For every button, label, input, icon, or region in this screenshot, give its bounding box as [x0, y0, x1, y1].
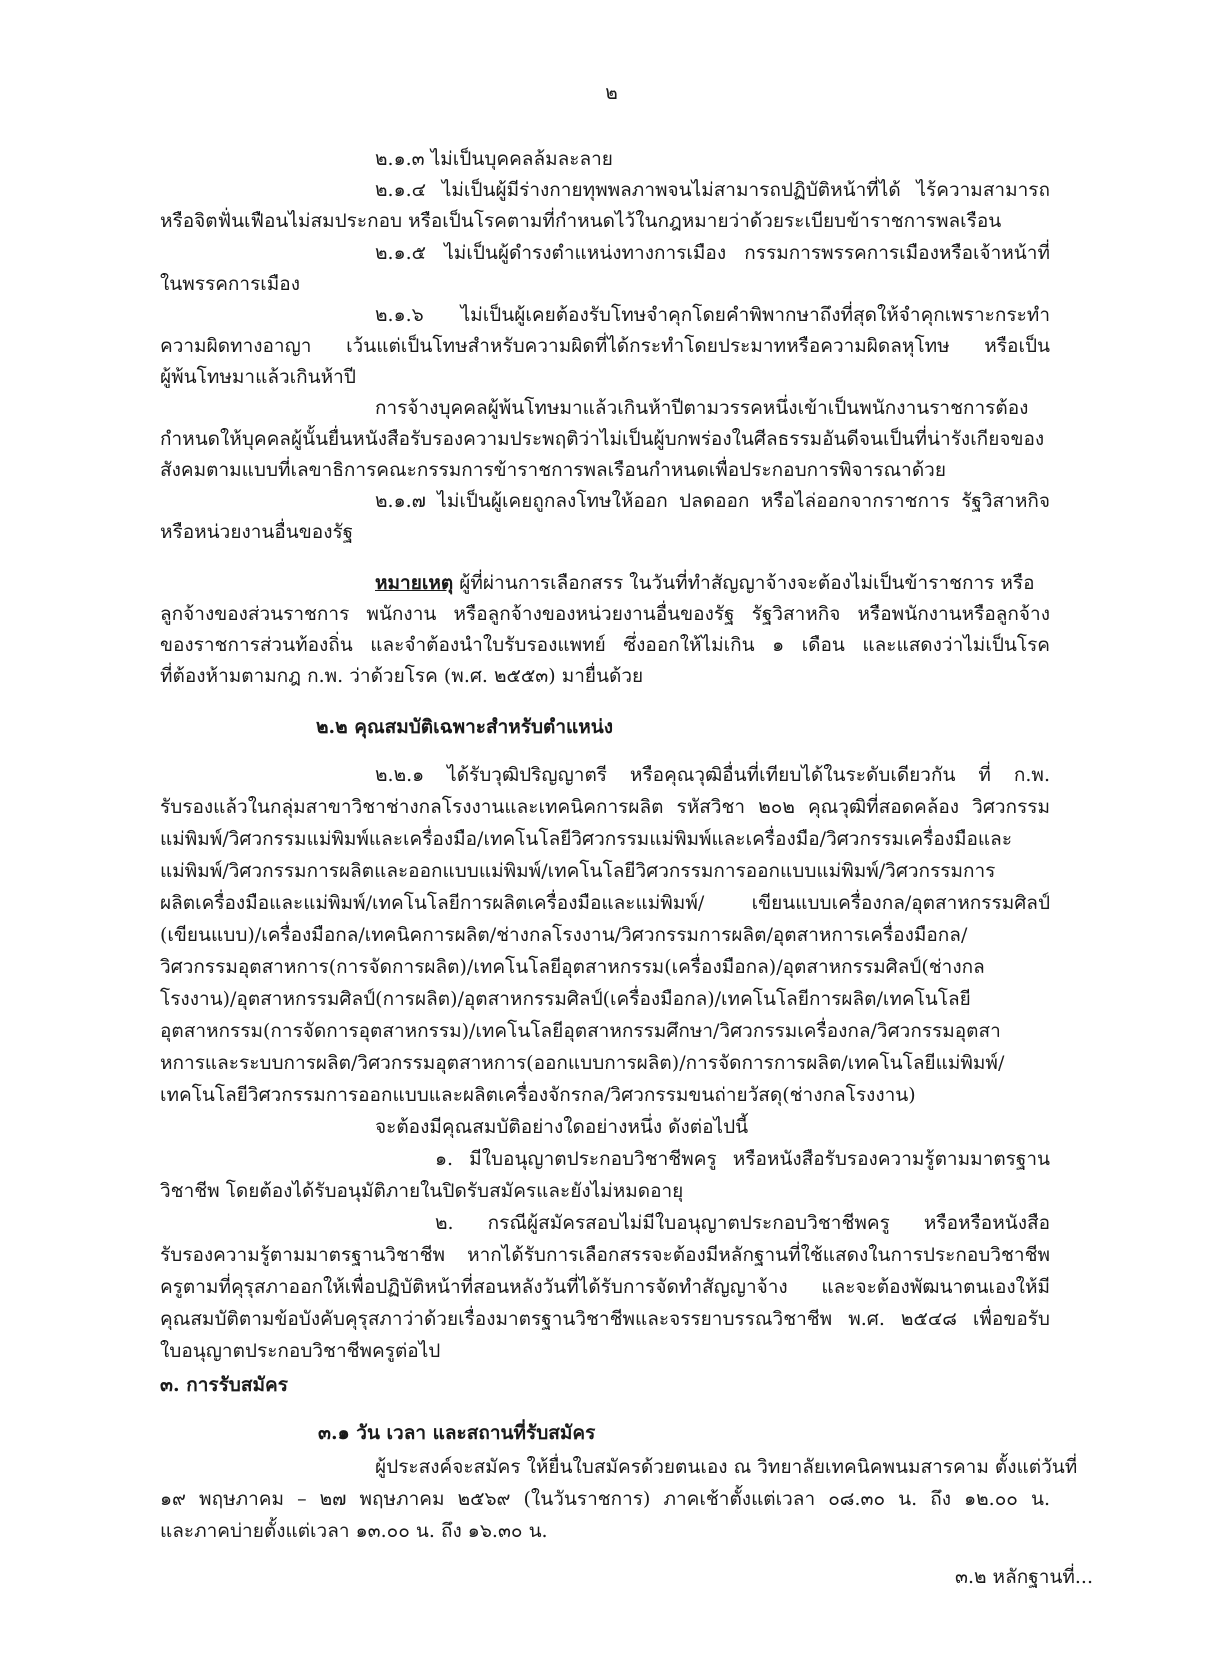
option-2-line5: ใบอนุญาตประกอบวิชาชีพครูต่อไป: [160, 1340, 441, 1362]
option-1-line1: ๑. มีใบอนุญาตประกอบวิชาชีพครู หรือหนังสือรับรองความรู้ตามมาตรฐาน: [435, 1148, 1050, 1170]
option-2-line4: คุณสมบัติตามข้อบังคับคุรุสภาว่าด้วยเรื่องมาตรฐานวิชาชีพและจรรยาบรรณวิชาชีพ พ.ศ. ๒๕๔๘ เพื่อขอรับ: [160, 1308, 1050, 1330]
item-2-1-7-line1: ๒.๑.๗ ไม่เป็นผู้เคยถูกลงโทษให้ออก ปลดออก หรือไล่ออกจากราชการ รัฐวิสาหกิจ: [375, 490, 1050, 512]
item-2-2-1-line1: ๒.๒.๑ ได้รับวุฒิปริญญาตรี หรือคุณวุฒิอื่นที่เทียบได้ในระดับเดียวกัน ที่ ก.พ.: [375, 764, 1050, 786]
note-line1: [375, 568, 1035, 598]
hire-paragraph-line3: สังคมตามแบบที่เลขาธิการคณะกรรมการข้าราชการพลเรือนกำหนดเพื่อประกอบการพิจารณาด้วย: [160, 459, 946, 481]
item-2-1-6-line1: ๒.๑.๖ ไม่เป็นผู้เคยต้องรับโทษจำคุกโดยคำพิพากษาถึงที่สุดให้จำคุกเพราะกระทำ: [375, 304, 1050, 326]
section-2-2-heading: ๒.๒ คุณสมบัติเฉพาะสำหรับตำแหน่ง: [316, 716, 614, 738]
option-1-line2: วิชาชีพ โดยต้องได้รับอนุมัติภายในปิดรับสมัครและยังไม่หมดอายุ: [160, 1180, 684, 1202]
item-2-2-1-line10: หการและระบบการผลิต/วิศวกรรมอุตสาหการ(ออกแบบการผลิต)/การจัดการการผลิต/เทคโนโลยีแม่พิมพ์/: [160, 1052, 1005, 1074]
item-2-2-1-line7: วิศวกรรมอุตสาหการ(การจัดการผลิต)/เทคโนโลยีอุตสาหกรรม(เครื่องมือกล)/อุตสาหกรรมศิลป์(ช่างกล: [160, 956, 985, 978]
note-line4: ที่ต้องห้ามตามกฎ ก.พ. ว่าด้วยโรค (พ.ศ. ๒๕๕๓) มายื่นด้วย: [160, 665, 644, 687]
note-line2: ลูกจ้างของส่วนราชการ พนักงาน หรือลูกจ้างของหน่วยงานอื่นของรัฐ รัฐวิสาหกิจ หรือพนักงานหรือลูกจ้าง: [160, 603, 1050, 625]
option-2-line2: รับรองความรู้ตามมาตรฐานวิชาชีพ หากได้รับการเลือกสรรจะต้องมีหลักฐานที่ใช้แสดงในการประกอบวิชาชีพ: [160, 1244, 1050, 1266]
option-2-line3: ครูตามที่คุรุสภาออกให้เพื่อปฏิบัติหน้าที่สอนหลังวันที่ได้รับการจัดทำสัญญาจ้าง และจะต้องพัฒนาตนเองให้มี: [160, 1276, 1050, 1298]
section-3-1-line1: ผู้ประสงค์จะสมัคร ให้ยื่นใบสมัครด้วยตนเอง ณ วิทยาลัยเทคนิคพนมสารคาม ตั้งแต่วันที่: [375, 1456, 1078, 1478]
note-line3: ของราชการส่วนท้องถิ่น และจำต้องนำใบรับรองแพทย์ ซึ่งออกให้ไม่เกิน ๑ เดือน และแสดงว่าไม่เป็นโรค: [160, 634, 1050, 656]
item-2-2-1-line9: อุตสาหกรรม(การจัดการอุตสาหกรรม)/เทคโนโลยีอุตสาหกรรมศึกษา/วิศวกรรมเครื่องกล/วิศวกรรมอุตสา: [160, 1020, 1001, 1042]
hire-paragraph-line2: กำหนดให้บุคคลผู้นั้นยื่นหนังสือรับรองความประพฤติว่าไม่เป็นผู้บกพร่องในศีลธรรมอันดีจนเป็นที่น่ารังเกียจของ: [160, 428, 1045, 450]
item-2-2-1-line3: แม่พิมพ์/วิศวกรรมแม่พิมพ์และเครื่องมือ/เทคโนโลยีวิศวกรรมแม่พิมพ์และเครื่องมือ/วิศวกรรมเครื่องมือและ: [160, 828, 1013, 850]
item-2-1-6-line3: ผู้พ้นโทษมาแล้วเกินห้าปี: [160, 366, 356, 388]
must-have-line: จะต้องมีคุณสมบัติอย่างใดอย่างหนึ่ง ดังต่อไปนี้: [375, 1116, 749, 1138]
section-3-1-line3: และภาคบ่ายตั้งแต่เวลา ๑๓.๐๐ น. ถึง ๑๖.๓๐ น.: [160, 1520, 548, 1542]
item-2-2-1-line8: โรงงาน)/อุตสาหกรรมศิลป์(การผลิต)/อุตสาหกรรมศิลป์(เครื่องมือกล)/เทคโนโลยีการผลิต/เทคโนโลยี: [160, 988, 971, 1010]
item-2-2-1-line6: (เขียนแบบ)/เครื่องมือกล/เทคนิคการผลิต/ช่างกลโรงงาน/วิศวกรรมการผลิต/อุตสาหการเครื่องมือกล/: [160, 924, 968, 946]
page-number: ๒: [605, 82, 618, 104]
item-2-1-5-line2: ในพรรคการเมือง: [160, 273, 300, 295]
item-2-1-4-line1: ๒.๑.๔ ไม่เป็นผู้มีร่างกายทุพพลภาพจนไม่สามารถปฏิบัติหน้าที่ได้ ไร้ความสามารถ: [375, 179, 1050, 201]
continuation-footer: ๓.๒ หลักฐานที่...: [954, 1566, 1093, 1588]
item-2-1-4-line2: หรือจิตฟั่นเฟือนไม่สมประกอบ หรือเป็นโรคตามที่กำหนดไว้ในกฎหมายว่าด้วยระเบียบข้าราชการพลเรือน: [160, 210, 1002, 232]
item-2-1-7-line2: หรือหน่วยงานอื่นของรัฐ: [160, 521, 354, 543]
item-2-1-5-line1: ๒.๑.๕ ไม่เป็นผู้ดำรงตำแหน่งทางการเมือง กรรมการพรรคการเมืองหรือเจ้าหน้าที่: [375, 242, 1050, 264]
item-2-2-1-line4: แม่พิมพ์/วิศวกรรมการผลิตและออกแบบแม่พิมพ์/เทคโนโลยีวิศวกรรมการออกแบบแม่พิมพ์/วิศวกรรมการ: [160, 860, 996, 882]
option-2-line1: ๒. กรณีผู้สมัครสอบไม่มีใบอนุญาตประกอบวิชาชีพครู หรือหรือหนังสือ: [435, 1212, 1050, 1234]
section-3-1-heading: ๓.๑ วัน เวลา และสถานที่รับสมัคร: [318, 1422, 596, 1444]
hire-paragraph-line1: การจ้างบุคคลผู้พ้นโทษมาแล้วเกินห้าปีตามวรรคหนึ่งเข้าเป็นพนักงานราชการต้อง: [375, 397, 1029, 419]
note-label: หมายเหตุ: [375, 572, 454, 594]
section-3-1-line2: ๑๙ พฤษภาคม – ๒๗ พฤษภาคม ๒๕๖๙ (ในวันราชการ) ภาคเช้าตั้งแต่เวลา ๐๘.๓๐ น. ถึง ๑๒.๐๐ น.: [160, 1488, 1050, 1510]
note-first-text: ผู้ที่ผ่านการเลือกสรร ในวันที่ทำสัญญาจ้างจะต้องไม่เป็นข้าราชการ หรือ: [453, 572, 1035, 594]
item-2-1-3: ๒.๑.๓ ไม่เป็นบุคคลล้มละลาย: [375, 148, 613, 170]
section-3-heading: ๓. การรับสมัคร: [160, 1374, 288, 1396]
item-2-2-1-line11: เทคโนโลยีวิศวกรรมการออกแบบและผลิตเครื่องจักรกล/วิศวกรรมขนถ่ายวัสดุ(ช่างกลโรงงาน): [160, 1084, 916, 1106]
item-2-1-6-line2: ความผิดทางอาญา เว้นแต่เป็นโทษสำหรับความผิดที่ได้กระทำโดยประมาทหรือความผิดลหุโทษ หรือเป็น: [160, 335, 1050, 357]
item-2-2-1-line2: รับรองแล้วในกลุ่มสาขาวิชาช่างกลโรงงานและเทคนิคการผลิต รหัสวิชา ๒๐๒ คุณวุฒิที่สอดคล้อง วิศวกรรม: [160, 796, 1050, 818]
item-2-2-1-line5: ผลิตเครื่องมือและแม่พิมพ์/เทคโนโลยีการผลิตเครื่องมือและแม่พิมพ์/ เขียนแบบเครื่องกล/อุตสาหกรรมศิลป์: [160, 892, 1050, 914]
